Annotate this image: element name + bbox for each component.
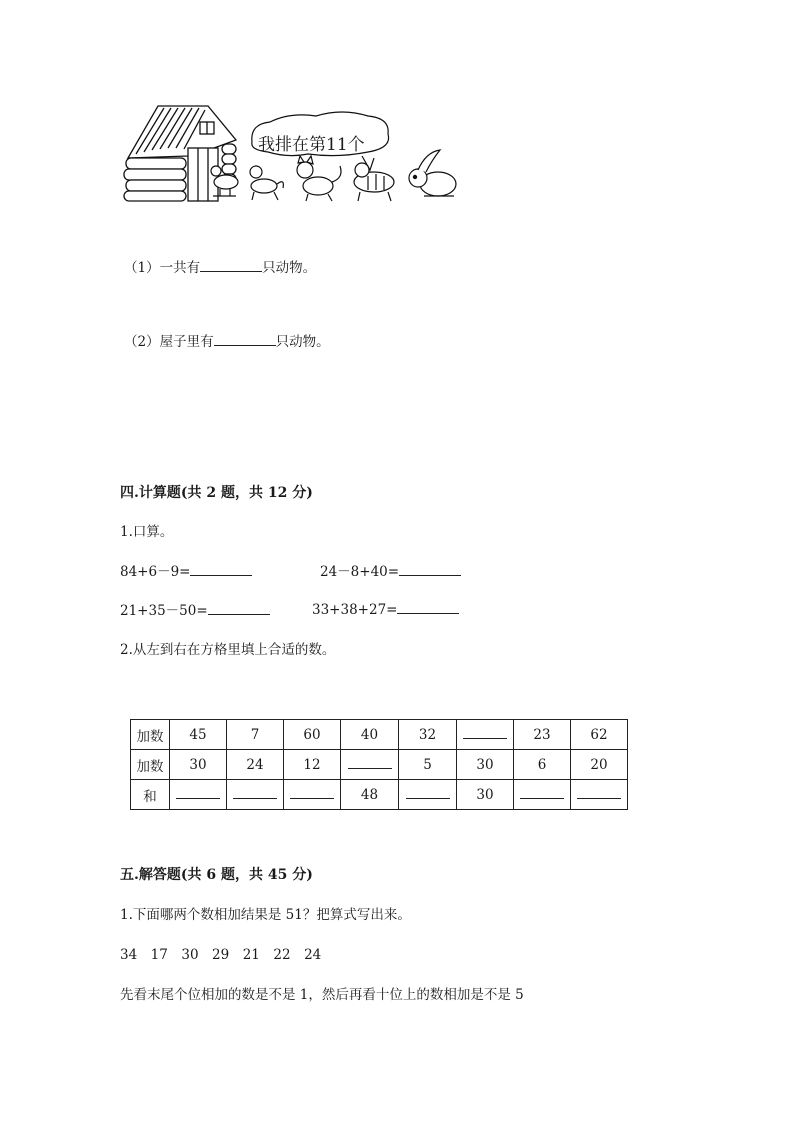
exercise-2 (320, 560, 461, 580)
answer-blank[interactable] (397, 599, 459, 614)
table-cell: 30 (457, 780, 514, 810)
answer-blank[interactable] (348, 756, 392, 769)
table-cell: 12 (284, 750, 341, 780)
table-cell: 20 (571, 750, 628, 780)
table-cell-blank[interactable] (284, 780, 341, 810)
exercise-expression: 33+38+27= (312, 602, 398, 618)
hint-text: 先看末尾个位相加的数是不是 1，然后再看十位上的数相加是不是 5 (120, 987, 524, 1003)
table-row (131, 780, 628, 810)
rabbit-icon (409, 150, 456, 196)
addition-table (130, 719, 628, 810)
section-five-heading: 五.解答题(共 6 题，共 45 分) (120, 867, 313, 883)
answer-blank[interactable] (463, 726, 507, 739)
section-four-heading: 四.计算题(共 2 题，共 12 分) (120, 485, 313, 501)
table-cell: 48 (341, 780, 399, 810)
table-cell-blank[interactable] (571, 780, 628, 810)
table-cell: 30 (457, 750, 514, 780)
question-suffix: 只动物。 (275, 334, 330, 350)
table-cell: 60 (284, 720, 341, 750)
table-row (131, 720, 628, 750)
answer-blank[interactable] (520, 786, 564, 799)
table-row (131, 750, 628, 780)
table-cell: 7 (227, 720, 284, 750)
table-cell: 62 (571, 720, 628, 750)
table-cell: 23 (514, 720, 571, 750)
answer-blank[interactable] (214, 331, 276, 346)
row-label: 加数 (131, 750, 170, 780)
dog-icon (250, 166, 283, 200)
exercise-1 (120, 560, 252, 580)
answer-blank[interactable] (200, 257, 262, 272)
answer-blank[interactable] (190, 561, 252, 576)
answer-blank[interactable] (577, 786, 621, 799)
table-cell: 40 (341, 720, 399, 750)
table-cell-blank[interactable] (514, 780, 571, 810)
table-cell: 24 (227, 750, 284, 780)
speech-bubble-text: 我排在第11个 (258, 135, 365, 155)
table-cell-blank[interactable] (457, 720, 514, 750)
question-total-animals (124, 256, 316, 276)
cat-icon (297, 156, 341, 201)
answer-blank[interactable] (406, 786, 450, 799)
question-sum-51-title: 1.下面哪两个数相加结果是 51？把算式写出来。 (120, 907, 411, 923)
question-suffix: 只动物。 (262, 260, 317, 276)
question-prefix: （1）一共有 (124, 260, 201, 276)
number-list: 34 17 30 29 21 22 24 (120, 947, 322, 963)
exercise-expression: 84+6－9= (120, 564, 191, 580)
answer-blank[interactable] (399, 561, 461, 576)
table-cell: 6 (514, 750, 571, 780)
exercise-3 (120, 599, 270, 619)
table-cell: 32 (399, 720, 457, 750)
answer-blank[interactable] (233, 786, 277, 799)
answer-blank[interactable] (208, 600, 270, 615)
table-cell: 45 (170, 720, 227, 750)
row-label: 加数 (131, 720, 170, 750)
question-animals-in-house (124, 330, 330, 350)
question-oral-calculation-title: 1.口算。 (120, 524, 174, 540)
exercise-expression: 24－8+40= (320, 564, 400, 580)
table-cell-blank[interactable] (341, 750, 399, 780)
answer-blank[interactable] (176, 786, 220, 799)
question-fill-grid-title: 2.从左到右在方格里填上合适的数。 (120, 642, 336, 658)
table-cell: 5 (399, 750, 457, 780)
table-cell-blank[interactable] (170, 780, 227, 810)
exercise-4 (312, 599, 459, 618)
table-cell-blank[interactable] (227, 780, 284, 810)
exercise-expression: 21+35－50= (120, 603, 208, 619)
answer-blank[interactable] (290, 786, 334, 799)
question-prefix: （2）屋子里有 (124, 334, 214, 350)
row-label: 和 (131, 780, 170, 810)
table-cell: 30 (170, 750, 227, 780)
table-cell-blank[interactable] (399, 780, 457, 810)
